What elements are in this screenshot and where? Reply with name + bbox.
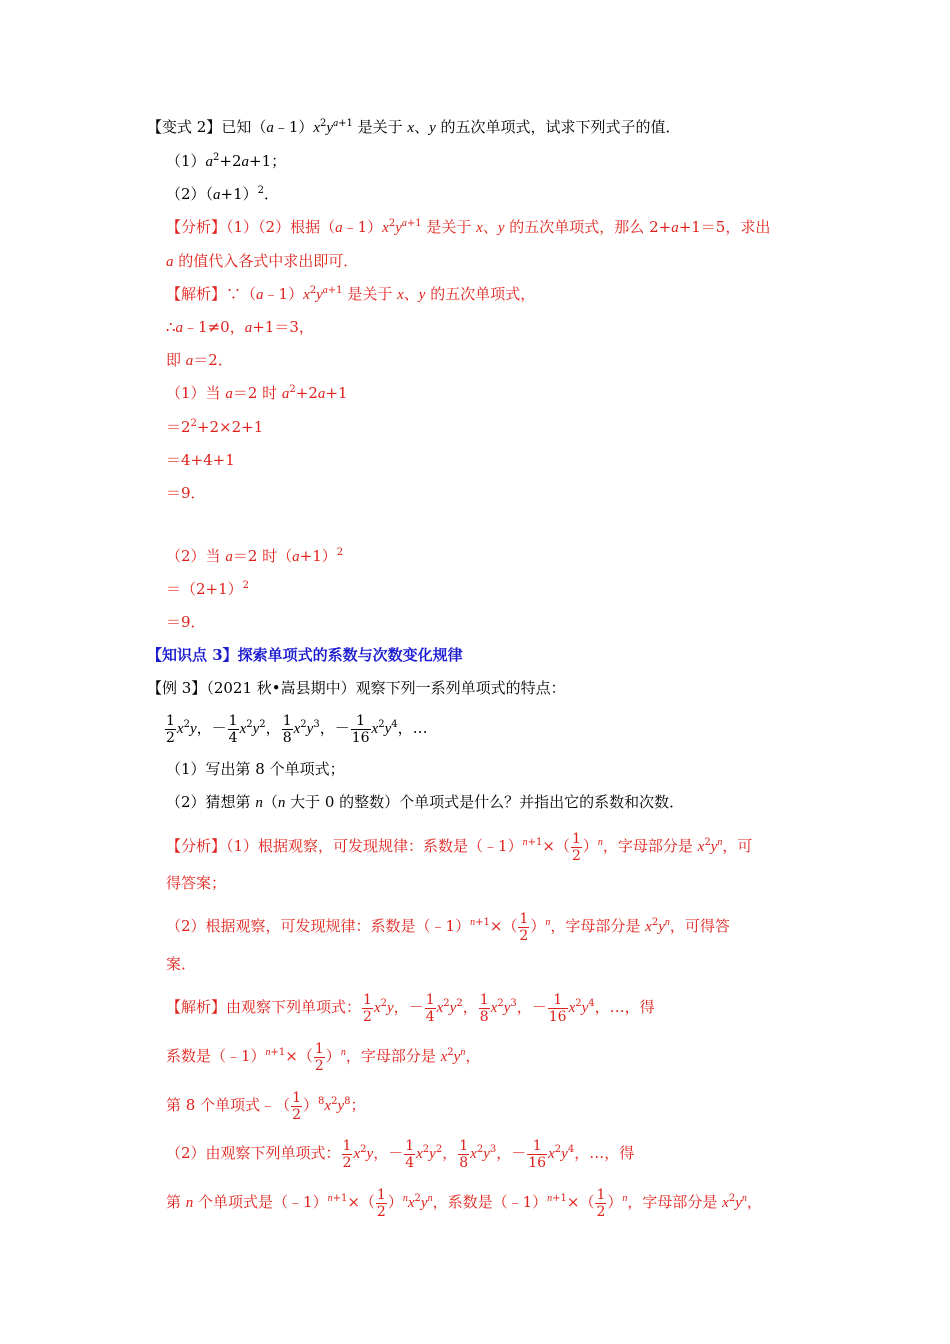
- variant2-q1: $(1)a^2+2a+1$；: [166, 152, 287, 170]
- variant2-solution-line: ∴a﹣1≠0，a+1＝3，: [166, 318, 314, 336]
- variant2-label: 【变式 2】: [147, 118, 222, 136]
- example3-intro: [147, 677, 566, 699]
- example3-q1: （1）写出第 8 个单项式；: [166, 760, 345, 778]
- example3-solution-line: （2）由观察下列单项式： $\frac{1}{2}$ $x^2y$，－ $\frac{1}{4}$ $x^2y^2$， $\frac{1}{8}$ $x^2y^3$，－ $\frac{1}{16}$ $x^2y^4$，…，得: [166, 1137, 635, 1171]
- variant2-analysis: 【分析】（1）（2）根据$(a﹣1)x^2y^{a+1}$ 是关于 x、y 的五次单项式，那么 2+a+1＝5，求出: [166, 218, 771, 236]
- variant2-solution-line: （1）当 a＝2 时 $a^2+2a+1$: [166, 384, 348, 402]
- example3-label: 【例 3】: [147, 679, 207, 697]
- example3-solution-label: 【解析】: [166, 998, 227, 1016]
- variant2-solution-line: （2）当 a＝2 时$(a+1)^2$: [166, 547, 344, 565]
- variant2-solution-line: $=2^2+2\times 2+1$: [166, 418, 264, 436]
- variant2-solution: 【解析】$\because(a﹣1)x^2y^{a+1}$ 是关于 x、y 的五次单项式，: [166, 285, 536, 303]
- example3-analysis-label: 【分析】: [166, 837, 227, 855]
- variant2-solution-line: $=(2+1)^2$: [166, 580, 250, 598]
- example3-solution-line: 第 n 个单项式是（﹣1）$^{n+1}$×（ $\frac{1}{2}$ ）$^nx^2y^n$，系数是（﹣1）$^{n+1}$×（ $\frac{1}{2}$ ）$^n$，字母部分是 $x^2y^n$，: [166, 1186, 762, 1220]
- example3-q2: （2）猜想第 n（n 大于 0 的整数）个单项式是什么？并指出它的系数和次数．: [166, 793, 685, 811]
- variant2-solution-label: 【解析】: [166, 285, 227, 303]
- example3-series: $\frac{1}{2}$ $x^2y$，－ $\frac{1}{4}$ $x^2y^2$， $\frac{1}{8}$ $x^2y^3$，－ $\frac{1}{16}$ $x^2y^4$，…: [166, 712, 428, 746]
- variant2-solution-line: ＝9．: [166, 484, 206, 502]
- example3-solution: 【解析】由观察下列单项式： $\frac{1}{2}$ $x^2y$，－ $\frac{1}{4}$ $x^2y^2$， $\frac{1}{8}$ $x^2y^3$，－ $\frac{1}{16}$ $x^2y^4$，…，得: [166, 991, 655, 1025]
- example3-solution-line: 第 8 个单项式﹣（ $\frac{1}{2}$ ）$^8x^2y^8$；: [166, 1089, 366, 1123]
- example3-intro-text: 观察下列一系列单项式的特点：: [355, 679, 566, 697]
- knowledge-point-title: 探索单项式的系数与次数变化规律: [237, 646, 463, 664]
- variant2-q2: $(2)(a+1)^2$．: [166, 185, 280, 203]
- example3-analysis-line: 得答案；: [166, 874, 227, 892]
- example3-analysis-line: 案．: [166, 955, 197, 973]
- variant2-analysis-label: 【分析】: [166, 218, 227, 236]
- variant2-solution-line: ＝4+4+1: [166, 451, 235, 469]
- example3-analysis-line: （2）根据观察，可发现规律：系数是（﹣1）$^{n+1}$×（ $\frac{1}{2}$ ）$^n$，字母部分是 $x^2y^n$，可得答: [166, 910, 730, 944]
- knowledge-point-label: 【知识点 3】: [147, 646, 238, 664]
- variant2-solution-line: ＝9．: [166, 613, 206, 631]
- example3-source: （2021 秋•嵩县期中）: [206, 679, 356, 697]
- variant2-intro: 【变式 2】已知$(a﹣1)x^2y^{a+1}$ 是关于 x、y 的五次单项式，试求下列式子的值．: [147, 118, 681, 136]
- example3-solution-line: 系数是（﹣1）$^{n+1}$×（ $\frac{1}{2}$ ）$^n$，字母部分是 $x^2y^n$，: [166, 1040, 481, 1074]
- variant2-solution-line: 即 a＝2．: [166, 351, 233, 369]
- example3-analysis: 【分析】（1）根据观察，可发现规律：系数是（﹣1）$^{n+1}$×（ $\frac{1}{2}$ ）$^n$，字母部分是 $x^2y^n$，可: [166, 830, 753, 864]
- knowledge-point-heading: [147, 644, 463, 666]
- variant2-analysis-cont: a 的值代入各式中求出即可．: [166, 252, 359, 270]
